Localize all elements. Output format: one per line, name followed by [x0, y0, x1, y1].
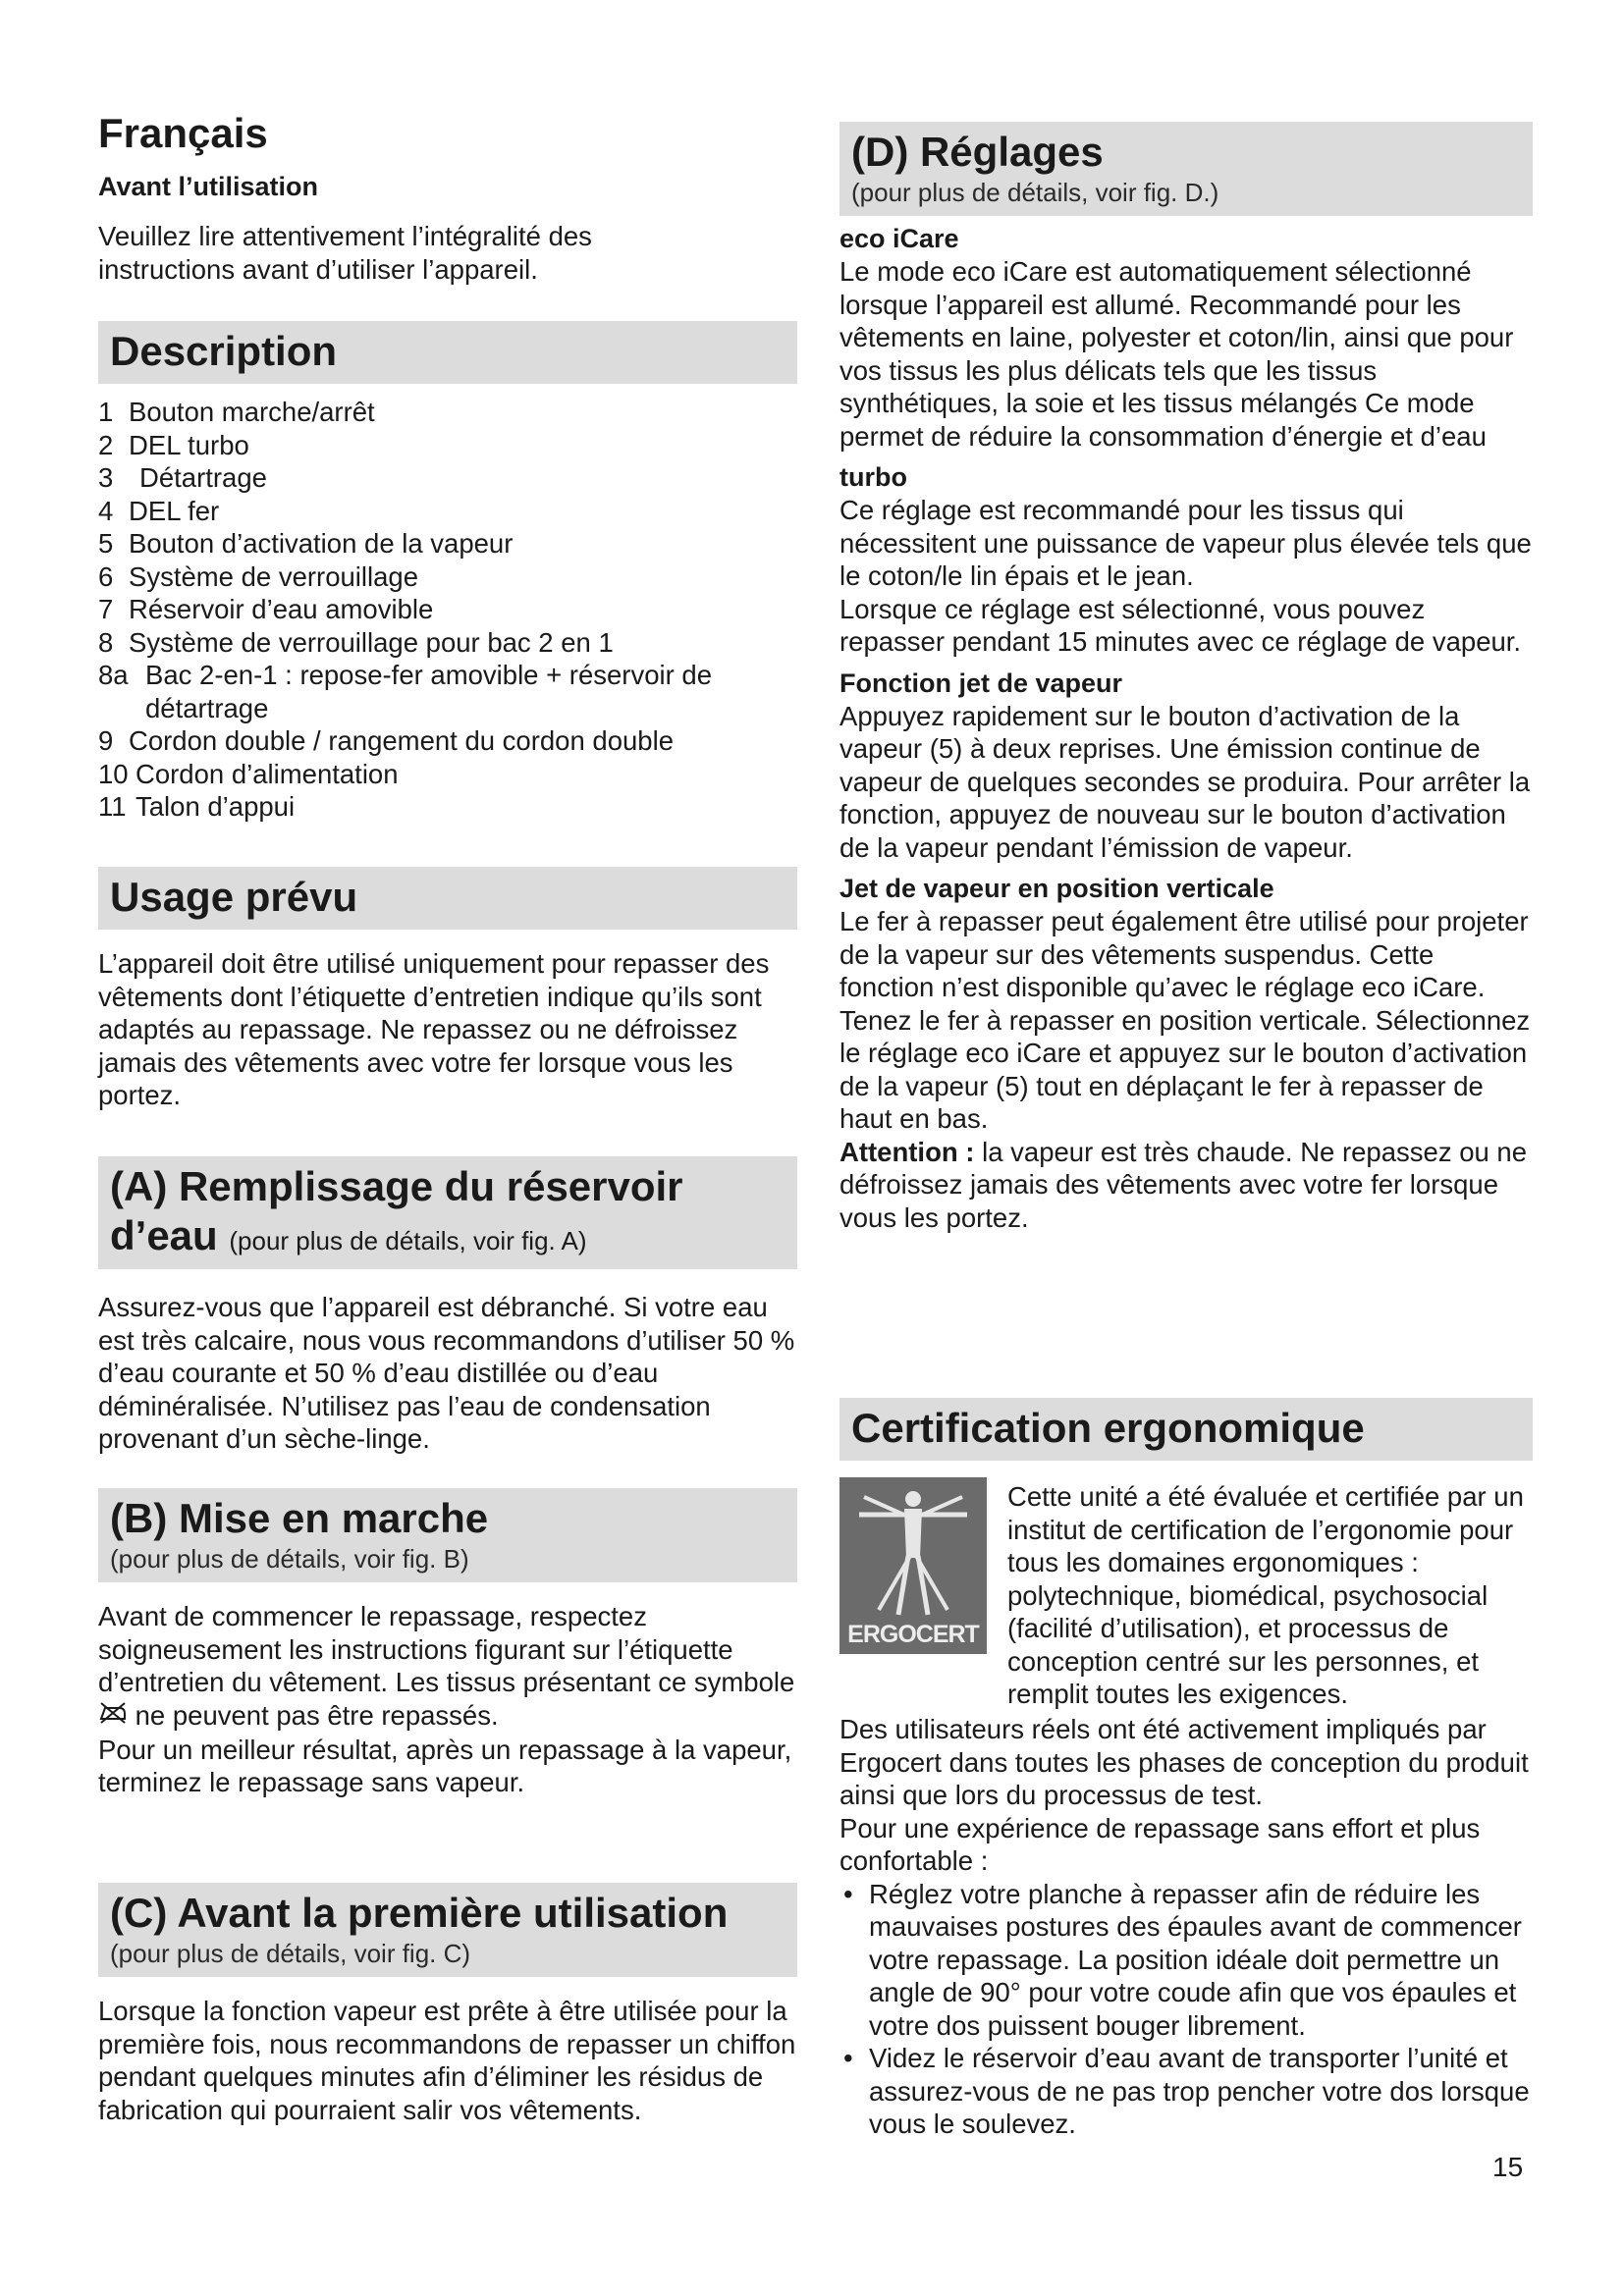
eco-icare-title: eco iCare	[839, 224, 959, 253]
before-use-text: Veuillez lire attentivement l’intégralité des instructions avant d’utiliser l’appareil.	[98, 221, 592, 285]
section-d-note: (pour plus de détails, voir fig. D.)	[851, 178, 1219, 207]
ergonomics-tips	[839, 1878, 1533, 2141]
section-a-header	[98, 1156, 797, 1269]
section-c	[98, 1883, 797, 2126]
intended-use-section	[98, 867, 797, 1112]
section-c-note: (pour plus de détails, voir fig. C)	[110, 1939, 471, 1968]
section-a-text: Assurez-vous que l’appareil est débranché. Si votre eau est très calcaire, nous vous recommandons d’utiliser 50 % d’eau courante et 50 % d’eau distillée ou d’eau déminéralisée. N’utilisez pas l’eau de condensation provenant d’un sèche-linge.	[98, 1292, 795, 1454]
turbo-text-2: Lorsque ce réglage est sélectionné, vous pouvez repasser pendant 15 minutes avec ce réglage de vapeur.	[839, 593, 1522, 657]
vertical-steam-title: Jet de vapeur en position verticale	[839, 874, 1274, 903]
description-list	[98, 396, 797, 824]
list-item: 7 Réservoir d’eau amovible	[98, 594, 434, 624]
list-item: • Réglez votre planche à repasser afin de réduire les mauvaises postures des épaules avant de commencer votre repassage. La position idéale doit permettre un angle de 90° pour votre coude afin que vos épaules et votre dos puissent bouger librement.	[839, 1878, 1533, 2043]
list-item: • Videz le réservoir d’eau avant de transporter l’unité et assurez-vous de ne pas trop pencher votre dos lorsque vous le soulevez.	[839, 2042, 1533, 2141]
vertical-steam-text: Le fer à repasser peut également être utilisé pour projeter de la vapeur sur des vêtements suspendus. Cette fonction n’est disponible qu’avec le réglage eco iCare. Tenez le fer à repasser en position verticale. Sélectionnez le réglage eco iCare et appuyez sur le bouton d’activation de la vapeur (5) tout en déplaçant le fer à repasser de haut en bas.	[839, 906, 1531, 1134]
list-item: 2 DEL turbo	[98, 429, 249, 460]
svg-text:ERGOCERT: ERGOCERT	[847, 1621, 979, 1648]
steam-jet-text: Appuyez rapidement sur le bouton d’activation de la vapeur (5) à deux reprises. Une émission continue de vapeur de quelques secondes se produira. Pour arrêter la fonction, appuyez de nouveau sur le bouton d’activation de la vapeur pendant l’émission de vapeur.	[839, 700, 1531, 863]
description-heading: Description	[110, 328, 338, 374]
section-b-note: (pour plus de détails, voir fig. B)	[110, 1544, 469, 1574]
section-a-heading: (A) Remplissage du réservoir d’eau (pour plus de détails, voir fig. A)	[110, 1163, 683, 1258]
section-b-header	[98, 1488, 797, 1582]
ergonomics-text-1: Cette unité a été évaluée et certifiée par un institut de certification de l’ergonomie pour tous les domaines ergonomiques : polytechnique, biomédical, psychosocial (facilité d’utilisation), et processus de conception centré sur les personnes, et remplit toutes les exigences.	[1007, 1481, 1524, 1709]
list-item: 3 Détartrage	[98, 462, 267, 493]
attention-text: Attention : la vapeur est très chaude. Ne repassez ou ne défroissez jamais des vêtements avec votre fer lorsque vous les portez.	[839, 1136, 1528, 1233]
steam-jet-title: Fonction jet de vapeur	[839, 667, 1123, 698]
vitruvian-figure-icon	[839, 1477, 987, 1654]
section-c-heading: (C) Avant la première utilisation	[110, 1890, 729, 1936]
ergonomics-header	[839, 1398, 1533, 1461]
section-b-text: Avant de commencer le repassage, respectez soigneusement les instructions figurant sur l’étiquette d’entretien du vêtement. Les tissus présentant ce symbole ne peuvent pas être repassés.	[98, 1600, 797, 1734]
page-title: Français	[98, 110, 268, 156]
no-ironing-symbol-icon	[98, 1700, 128, 1734]
ergonomics-section	[839, 1398, 1533, 1461]
section-d	[839, 122, 1533, 1234]
section-d-header	[839, 122, 1533, 216]
list-item: 1 Bouton marche/arrêt	[98, 397, 375, 427]
list-item: 8 Système de verrouillage pour bac 2 en 1	[98, 626, 614, 658]
eco-icare-text: Le mode eco iCare est automatiquement sélectionné lorsque l’appareil est allumé. Recommandé pour les vêtements en laine, polyester et coton/lin, ainsi que pour vos tissus les plus délicats tels que les tissus synthétiques, la soie et les tissus mélangés Ce mode permet de réduire la consommation d’énergie et d’eau	[839, 256, 1514, 452]
description-header	[98, 321, 797, 384]
section-c-header	[98, 1883, 797, 1977]
ergocert-logo	[839, 1477, 987, 1654]
list-item: 8a Bac 2-en-1 : repose-fer amovible + réservoir de détartrage	[98, 660, 713, 723]
section-c-text: Lorsque la fonction vapeur est prête à être utilisée pour la première fois, nous recommandons de repasser un chiffon pendant quelques minutes afin d’éliminer les résidus de fabrication qui pourraient salir vos vêtements.	[98, 1996, 796, 2125]
ergonomics-text-2: Des utilisateurs réels ont été activement impliqués par Ergocert dans toutes les phases de conception du produit ainsi que lors du processus de test.	[839, 1714, 1529, 1810]
section-a	[98, 1156, 797, 1456]
before-use-section	[98, 172, 797, 286]
list-item: 10 Cordon d’alimentation	[98, 758, 399, 789]
intended-use-header	[98, 867, 797, 930]
section-b-heading: (B) Mise en marche	[110, 1495, 489, 1541]
list-item: 6 Système de verrouillage	[98, 561, 419, 592]
turbo-title: turbo	[839, 462, 907, 492]
before-use-heading: Avant l’utilisation	[98, 172, 319, 201]
ergonomics-text-3: Pour une expérience de repassage sans effort et plus confortable :	[839, 1812, 1481, 1876]
ergonomics-heading: Certification ergonomique	[851, 1405, 1365, 1451]
list-item: 4 DEL fer	[98, 495, 220, 526]
ergonomics-body	[839, 1713, 1533, 2141]
ergonomics-intro	[1007, 1480, 1538, 1711]
intended-use-text: L’appareil doit être utilisé uniquement pour repasser des vêtements dont l’étiquette d’entretien indique qu’ils sont adaptés au repassage. Ne repassez ou ne défroissez jamais des vêtements avec votre fer lorsque vous les portez.	[98, 948, 770, 1110]
section-b-text-2: Pour un meilleur résultat, après un repassage à la vapeur, terminez le repassage sans vapeur.	[98, 1734, 792, 1798]
page-number: 15	[1492, 2152, 1524, 2182]
list-item: 9 Cordon double / rangement du cordon double	[98, 725, 674, 756]
section-b	[98, 1488, 797, 1799]
intended-use-heading: Usage prévu	[110, 874, 358, 920]
description-section	[98, 321, 797, 824]
section-d-heading: (D) Réglages	[851, 129, 1104, 175]
turbo-text: Ce réglage est recommandé pour les tissus qui nécessitent une puissance de vapeur plus élevée tels que le coton/le lin épais et le jean.	[839, 495, 1532, 591]
list-item: 11 Talon d’appui	[98, 791, 296, 822]
list-item: 5 Bouton d’activation de la vapeur	[98, 528, 514, 559]
